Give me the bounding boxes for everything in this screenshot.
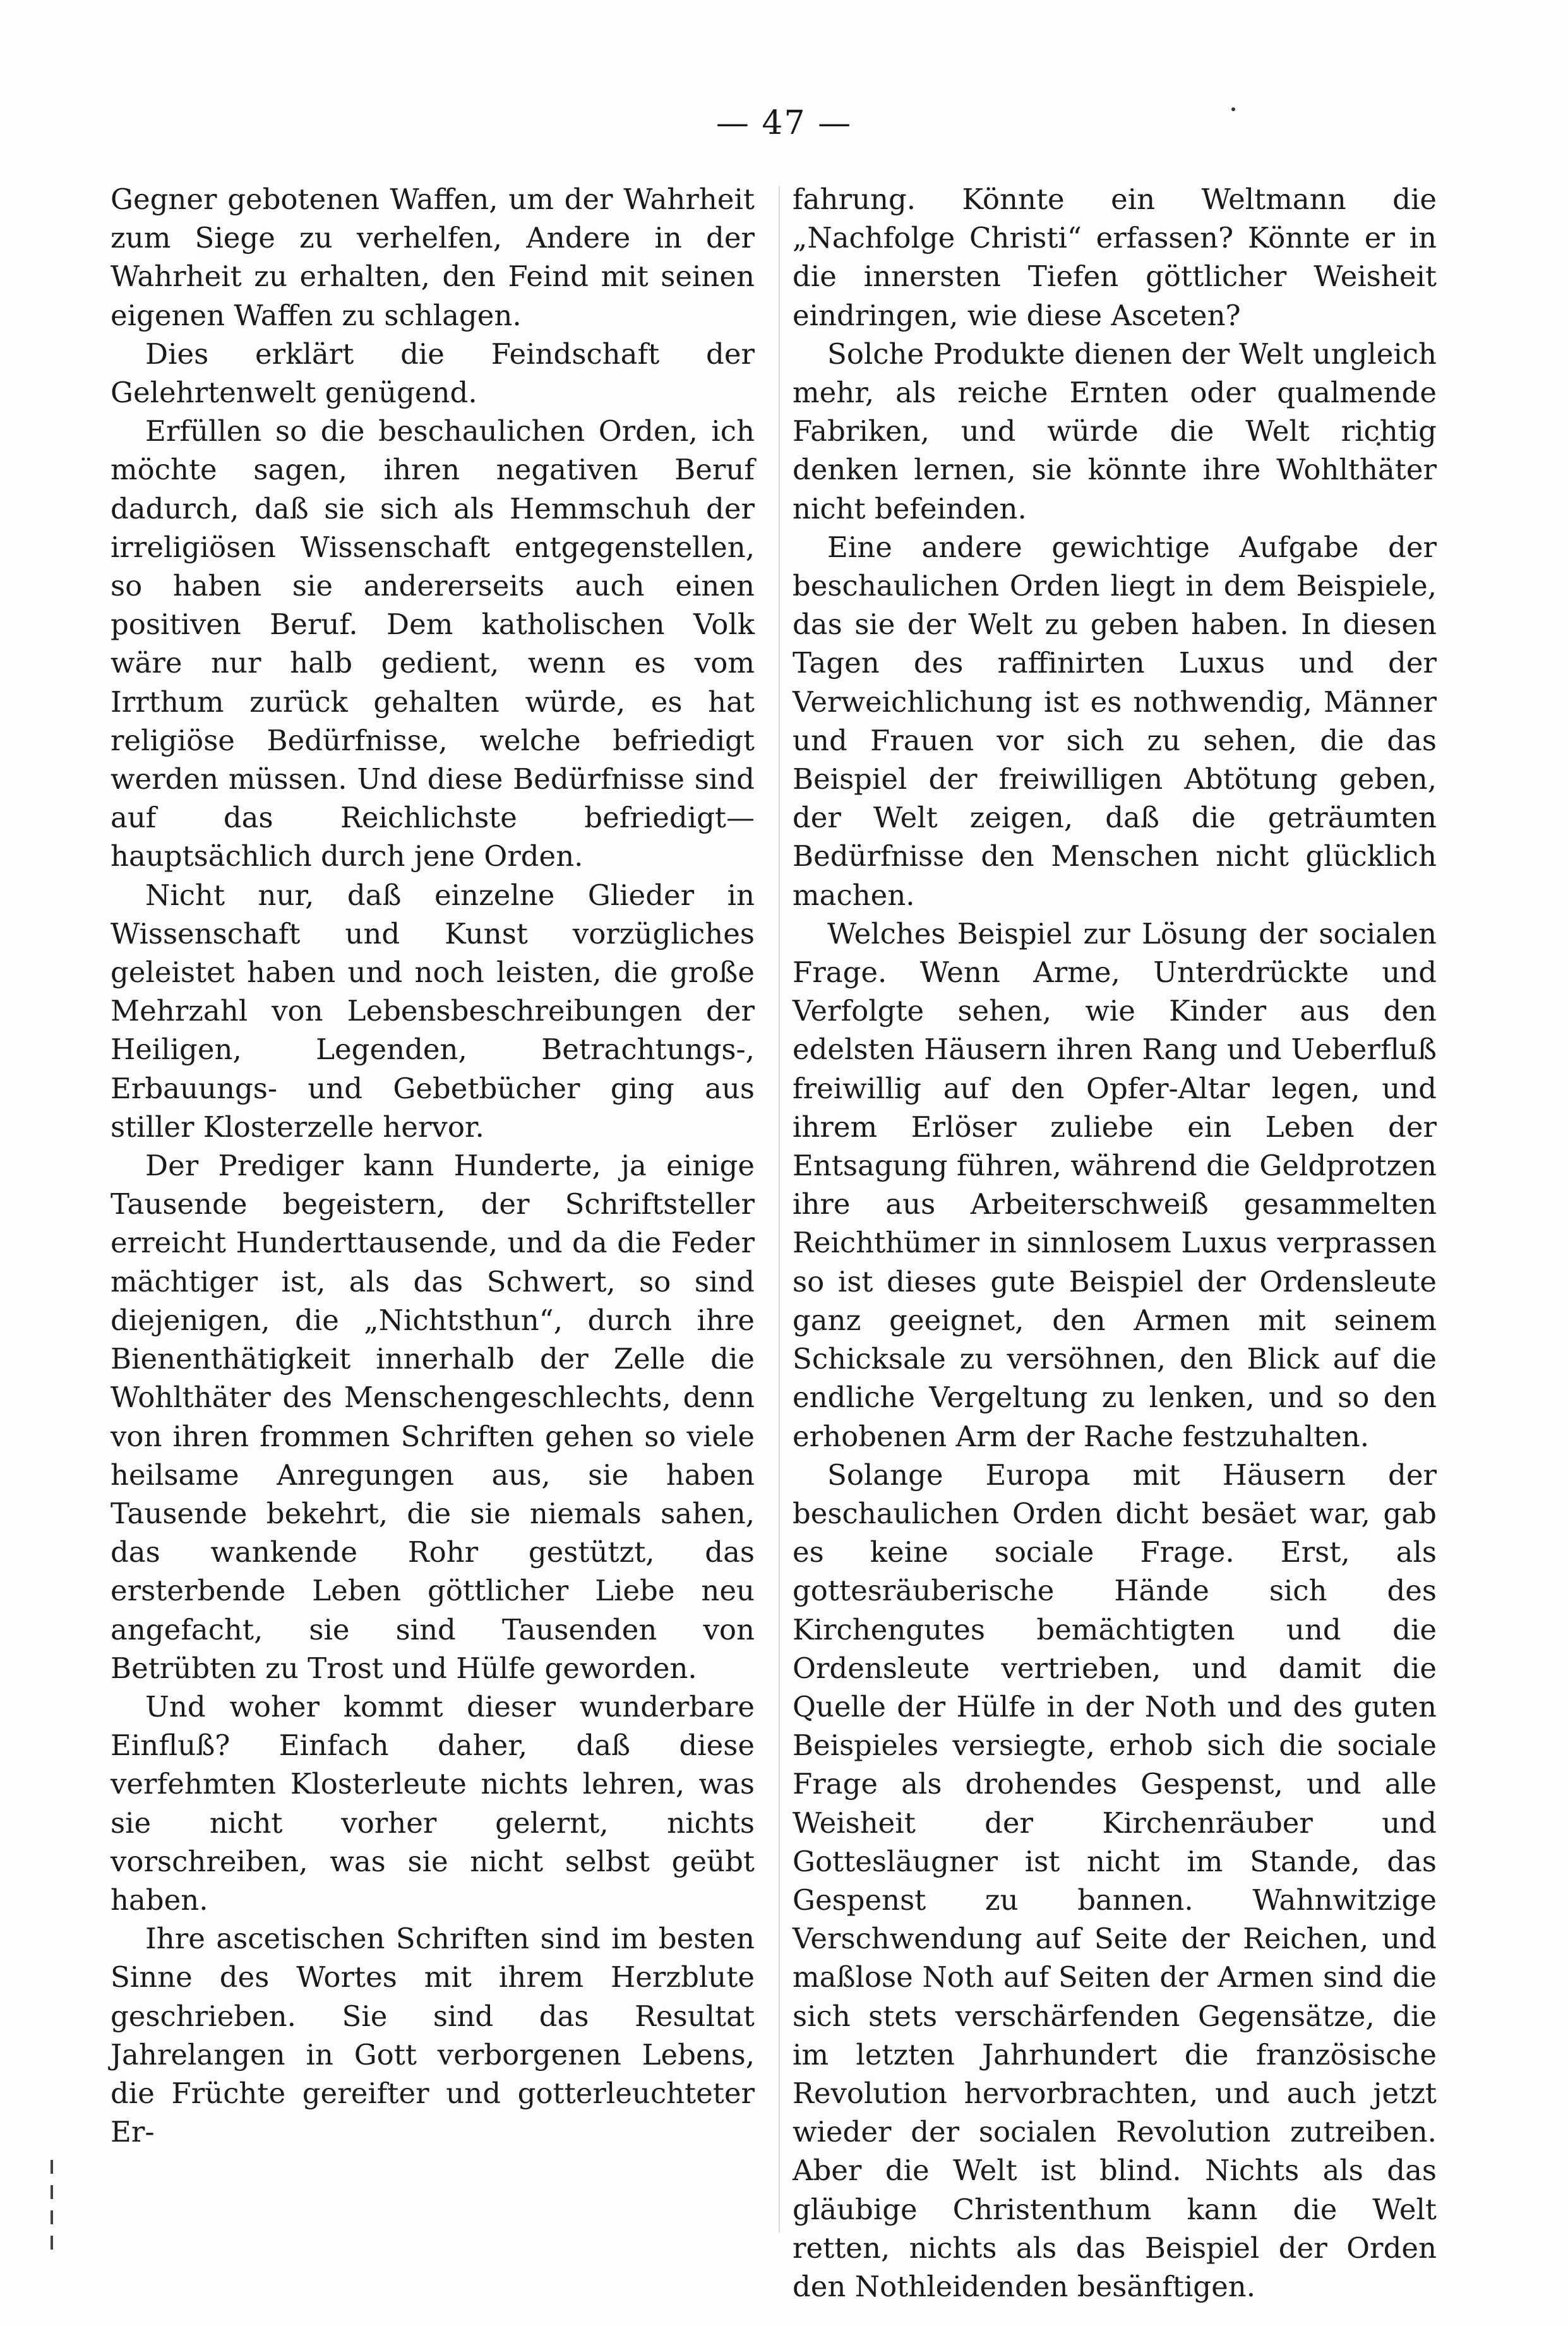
paragraph: Gegner gebotenen Waffen, um der Wahrheit zum Siege zu verhelfen, Andere in der Wahrheit zu erhalten, den Feind mit seinen eigenen Waffen zu schlagen.	[111, 183, 755, 332]
paragraph: Nicht nur, daß einzelne Glieder in Wissenschaft und Kunst vorzügliches geleistet haben und noch leisten, die große Mehrzahl von Lebensbeschreibungen der Heiligen, Legenden, Betrachtungs-, Erbauungs- und Gebetbücher ging aus stiller Klosterzelle hervor.	[111, 878, 755, 1144]
paragraph: Erfüllen so die beschaulichen Orden, ich möchte sagen, ihren negativen Beruf dadurch, daß sie sich als Hemmschuh der irreligiösen Wissenschaft entgegenstellen, so haben sie andererseits auch einen positiven Beruf. Dem katholischen Volk wäre nur halb gedient, wenn es vom Irrthum zurück gehalten würde, es hat religiöse Bedürfnisse, welche befriedigt werden müssen. Und diese Bedürfnisse sind auf das Reichlichste befriedigt—hauptsächlich durch jene Orden.	[111, 414, 755, 873]
paragraph: Welches Beispiel zur Lösung der socialen Frage. Wenn Arme, Unterdrückte und Verfolgte sehen, wie Kinder aus den edelsten Häusern ihren Rang und Ueberfluß freiwillig auf den Opfer-Altar legen, und ihrem Erlöser zuliebe ein Leben der Entsagung führen, während die Geldprotzen ihre aus Arbeiterschweiß gesammelten Reichthümer in sinnlosem Luxus verprassen so ist dieses gute Beispiel der Ordensleute ganz geeignet, den Armen mit seinem Schicksale zu versöhnen, den Blick auf die endliche Vergeltung zu lenken, und so den erhobenen Arm der Rache festzuhalten.	[793, 916, 1437, 1453]
ink-speck	[1231, 107, 1235, 111]
right-column	[793, 180, 1437, 2303]
page-number: — 47 —	[715, 104, 853, 142]
paragraph: Und woher kommt dieser wunderbare Einfluß? Einfach daher, daß diese verfehmten Klosterleute nichts lehren, was sie nicht vorher gelernt, nichts vorschreiben, was sie nicht selbst geübt haben.	[111, 1689, 755, 1917]
paragraph: Der Prediger kann Hunderte, ja einige Tausende begeistern, der Schriftsteller erreicht Hunderttausende, und da die Feder mächtiger ist, als das Schwert, so sind diejenigen, die „Nichtsthun“, durch ihre Bienenthätigkeit innerhalb der Zelle die Wohlthäter des Menschengeschlechts, denn von ihren frommen Schriften gehen so viele heilsame Anregungen aus, sie haben Tausende bekehrt, die sie niemals sahen, das wankende Rohr gestützt, das ersterbende Leben göttlicher Liebe neu angefacht, sie sind Tausenden von Betrübten zu Trost und Hülfe geworden.	[111, 1149, 755, 1685]
left-column	[111, 180, 755, 2239]
paragraph: Ihre ascetischen Schriften sind im besten Sinne des Wortes mit ihrem Herzblute geschrieben. Sie sind das Resultat Jahrelangen in Gott verborgenen Lebens, die Früchte gereifter und gotterleuchteter Er-	[111, 1922, 755, 2149]
paragraph: Solange Europa mit Häusern der beschaulichen Orden dicht besäet war, gab es keine sociale Frage. Erst, als gottesräuberische Hände sich des Kirchengutes bemächtigten und die Ordensleute vertrieben, und damit die Quelle der Hülfe in der Noth und des guten Beispieles versiegte, erhob sich die sociale Frage als drohendes Gespenst, und alle Weisheit der Kirchenräuber und Gottesläugner ist nicht im Stande, das Gespenst zu bannen. Wahnwitzige Verschwendung auf Seite der Reichen, und maßlose Noth auf Seiten der Armen sind die sich stets verschärfenden Gegensätze, die im letzten Jahrhundert die französische Revolution hervorbrachten, und auch jetzt wieder der socialen Revolution zutreiben. Aber die Welt ist blind. Nichts als das gläubige Christenthum kann die Welt retten, nichts als das Beispiel der Orden den Nothleidenden besänftigen.	[793, 1458, 1437, 2303]
paragraph: Eine andere gewichtige Aufgabe der beschaulichen Orden liegt in dem Beispiele, das sie der Welt zu geben haben. In diesen Tagen des raffinirten Luxus und der Verweichlichung ist es nothwendig, Männer und Frauen vor sich zu sehen, die das Beispiel der freiwilligen Abtötung geben, der Welt zeigen, daß die geträumten Bedürfnisse den Menschen nicht glücklich machen.	[793, 530, 1437, 912]
paragraph: Dies erklärt die Feindschaft der Gelehrtenwelt genügend.	[111, 337, 755, 410]
scan-edge-mark	[51, 2160, 53, 2261]
column-divider	[779, 186, 780, 2233]
paragraph: Solche Produkte dienen der Welt ungleich mehr, als reiche Ernten oder qualmende Fabriken, und würde die Welt richtig denken lernen, sie könnte ihre Wohlthäter nicht befeinden.	[793, 337, 1437, 525]
paragraph: fahrung. Könnte ein Weltmann die „Nachfolge Christi“ erfassen? Könnte er in die innersten Tiefen göttlicher Weisheit eindringen, wie diese Asceten?	[793, 183, 1437, 332]
